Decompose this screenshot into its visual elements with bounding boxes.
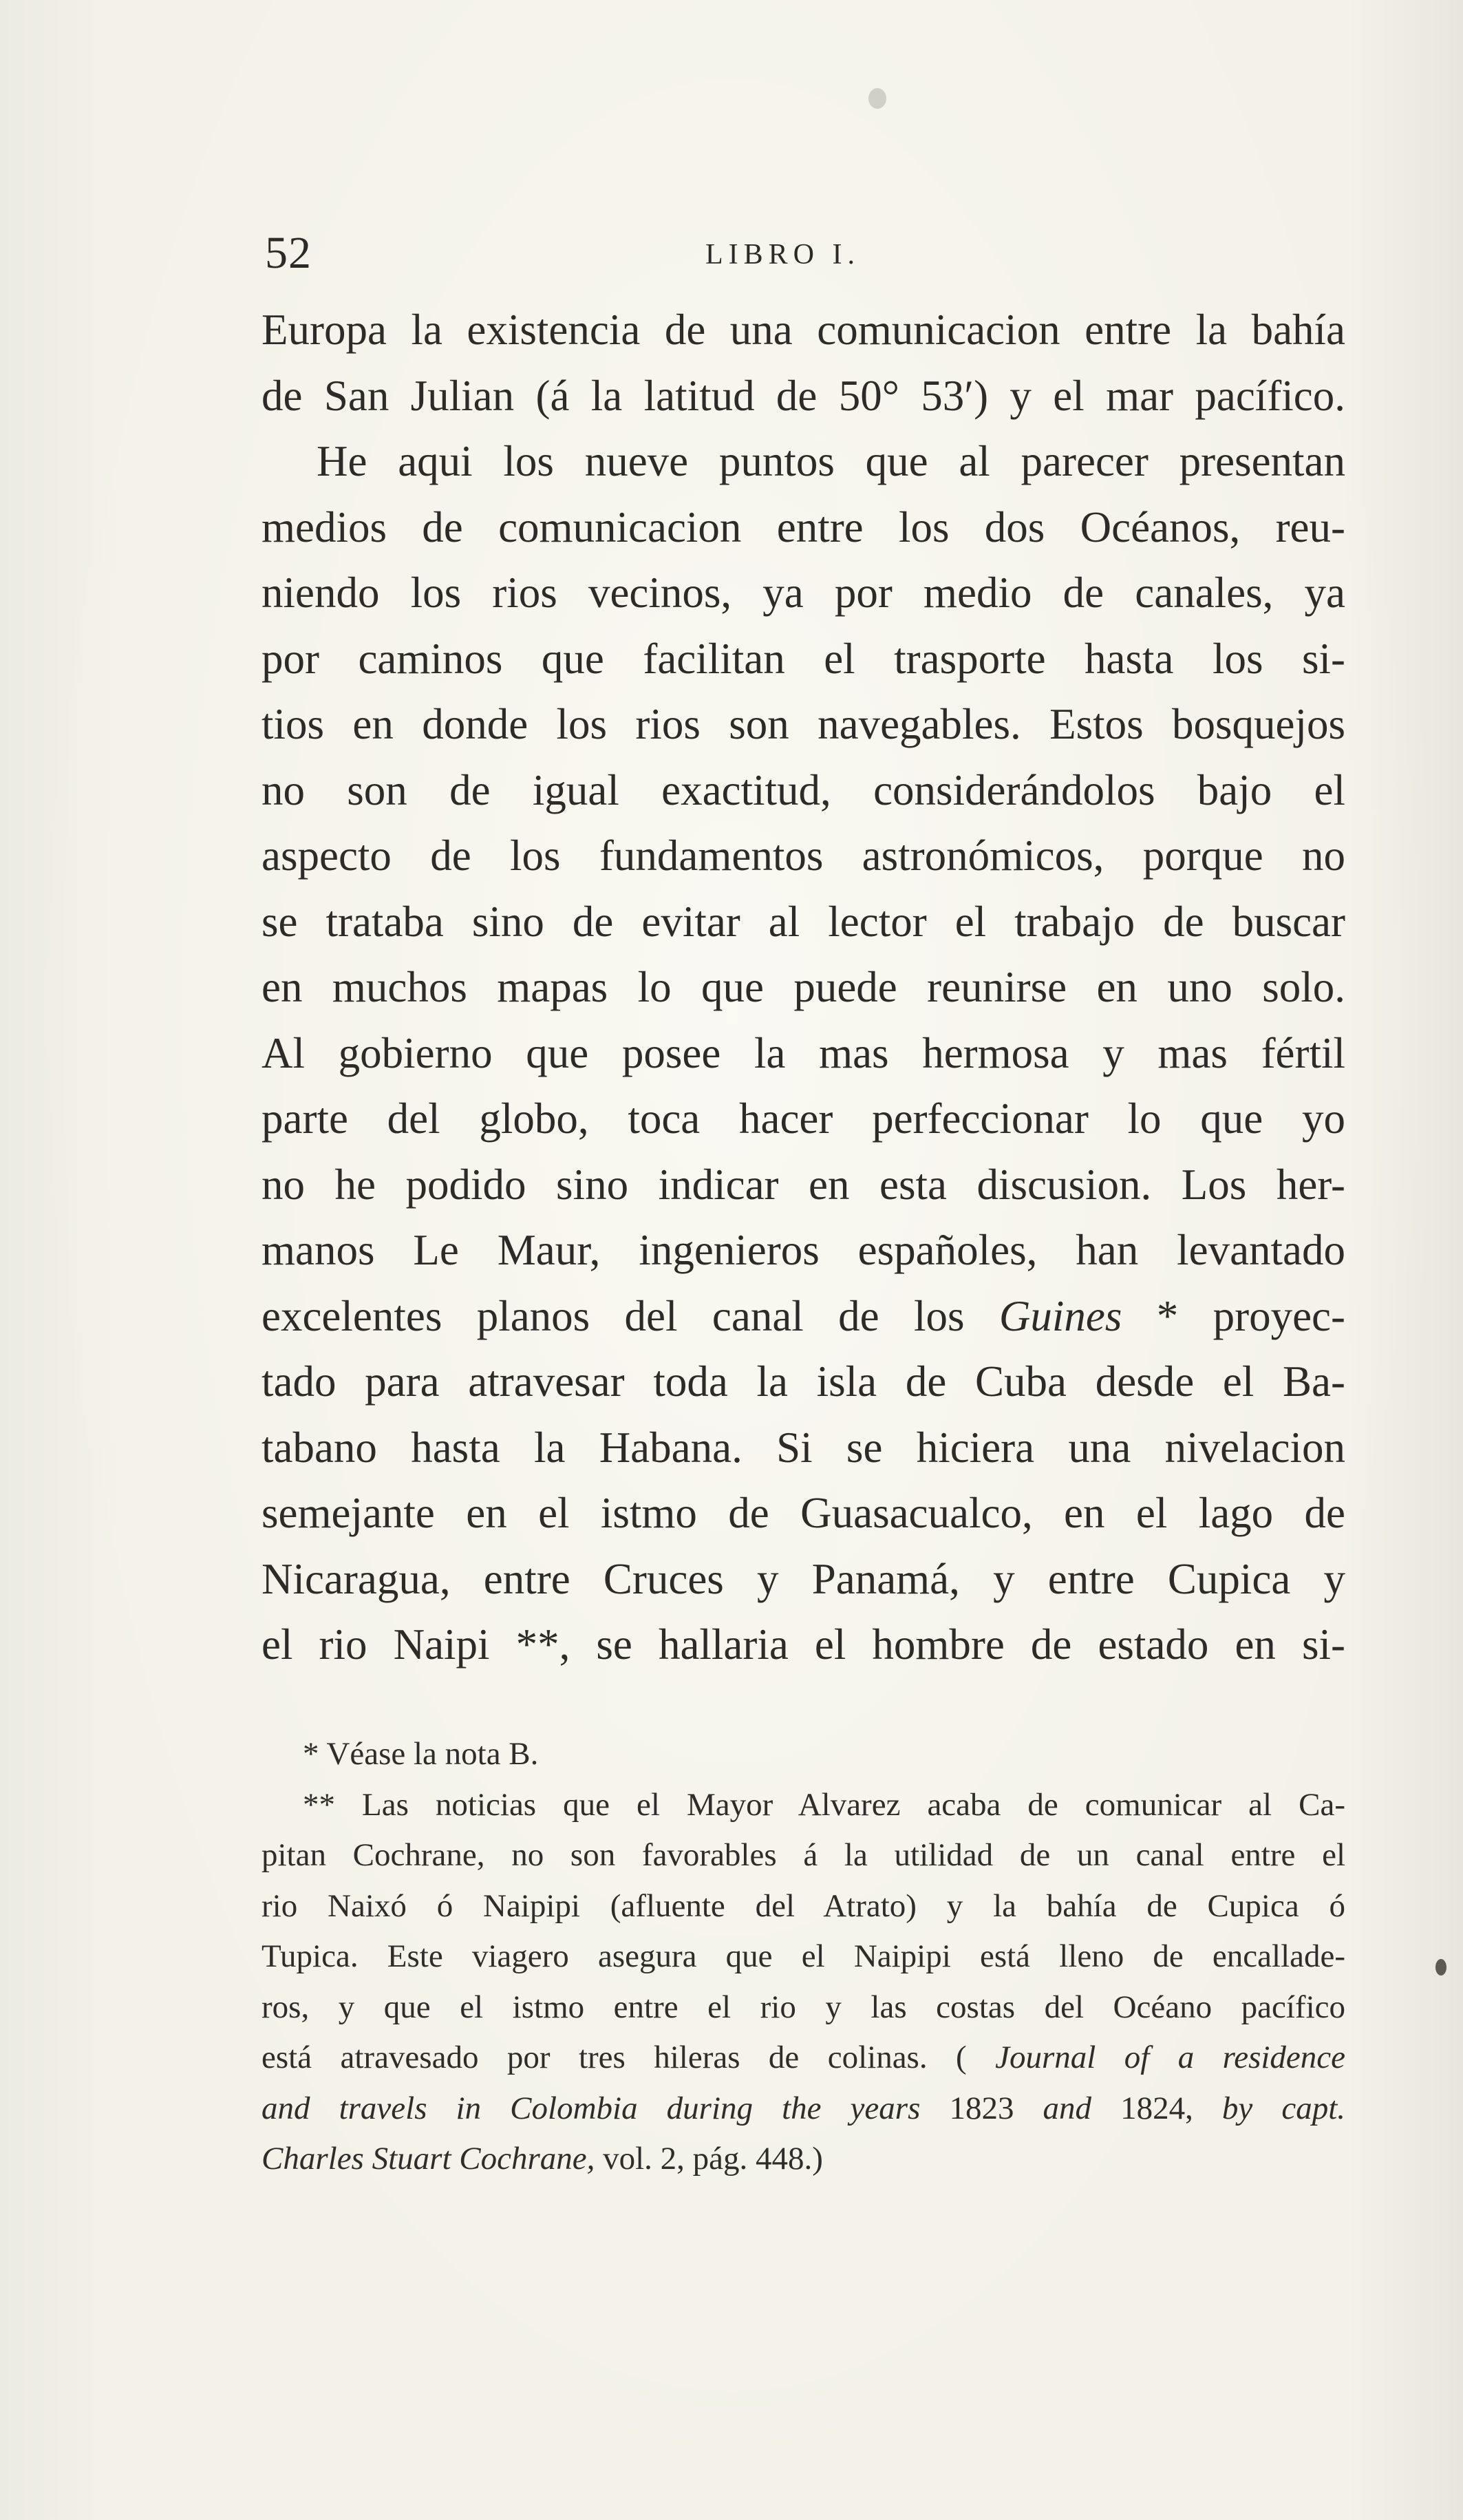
text-line: por caminos que facilitan el trasporte hasta los si- <box>261 634 1345 683</box>
footnote-2-line <box>261 2134 1345 2185</box>
italic-citation: by capt. <box>1221 2090 1346 2126</box>
footnotes <box>261 1729 1345 2185</box>
text-segment: * proyec- <box>1122 1291 1345 1340</box>
text-line: semejante en el istmo de Guasacualco, en el lago de <box>261 1489 1345 1537</box>
text-line: manos Le Maur, ingenieros españoles, han levantado <box>261 1226 1345 1274</box>
italic-term: Guines <box>999 1291 1122 1340</box>
text-line <box>261 1284 1345 1350</box>
footnote-1: * Véase la nota B. <box>303 1736 539 1772</box>
text-segment: excelentes planos del canal de los <box>261 1291 999 1340</box>
footnote-2-line: pitan Cochrane, no son favorables á la utilidad de un canal entre el <box>261 1837 1345 1873</box>
footnote-2-line: ros, y que el istmo entre el rio y las costas del Océano pacífico <box>261 1989 1345 2025</box>
text-line: Nicaragua, entre Cruces y Panamá, y entre Cupica y <box>261 1554 1345 1603</box>
italic-citation: Charles Stuart Cochrane, <box>261 2141 595 2177</box>
footnote-2-line: rio Naixó ó Naipipi (afluente del Atrato) y la bahía de Cupica ó <box>261 1887 1345 1924</box>
text-line: el rio Naipi **, se hallaria el hombre de estado en si- <box>261 1620 1345 1669</box>
text-line: He aqui los nueve puntos que al parecer presentan <box>317 437 1345 485</box>
text-line: tabano hasta la Habana. Si se hiciera una nivelacion <box>261 1423 1345 1472</box>
italic-citation: and travels in Colombia during the years <box>261 2090 921 2126</box>
italic-citation: Journal of a residence <box>995 2040 1346 2075</box>
text-segment: vol. 2, pág. 448.) <box>595 2141 823 2177</box>
text-line: en muchos mapas lo que puede reunirse en uno solo. <box>261 963 1345 1011</box>
italic-citation: and <box>1043 2090 1092 2126</box>
text-segment: 1823 <box>920 2090 1043 2126</box>
text-segment: 1824, <box>1091 2090 1222 2126</box>
text-line: Europa la existencia de una comunicacion entre la bahía <box>261 306 1345 354</box>
footnote-2-line: ** Las noticias que el Mayor Alvarez acaba de comunicar al Ca- <box>303 1786 1345 1823</box>
text-line: de San Julian (á la latitud de 50° 53′) y el mar pacífico. <box>261 371 1345 420</box>
running-head: LIBRO I. <box>705 239 860 271</box>
footnote-2-line <box>261 2084 1345 2135</box>
footnote-2-line: Tupica. Este viagero asegura que el Naipipi está lleno de encallade- <box>261 1938 1345 1974</box>
text-line: no son de igual exactitud, considerándolos bajo el <box>261 765 1345 814</box>
text-line: no he podido sino indicar en esta discusion. Los her- <box>261 1160 1345 1209</box>
page-header <box>265 227 1345 282</box>
text-line: niendo los rios vecinos, ya por medio de canales, ya <box>261 569 1345 617</box>
text-line: se trataba sino de evitar al lector el trabajo de buscar <box>261 897 1345 946</box>
paper-speck <box>868 88 886 109</box>
main-text <box>261 297 1345 1678</box>
text-line: Al gobierno que posee la mas hermosa y mas fértil <box>261 1028 1345 1077</box>
text-line: parte del globo, toca hacer perfeccionar lo que yo <box>261 1094 1345 1143</box>
text-line: medios de comunicacion entre los dos Océanos, reu- <box>261 502 1345 551</box>
text-line: tado para atravesar toda la isla de Cuba desde el Ba- <box>261 1357 1345 1406</box>
page-number: 52 <box>265 228 312 278</box>
text-line: aspecto de los fundamentos astronómicos, porque no <box>261 832 1345 880</box>
paper-speck <box>1435 1959 1446 1976</box>
text-line: tios en donde los rios son navegables. Estos bosquejos <box>261 700 1345 748</box>
footnote-2-line <box>261 2033 1345 2084</box>
text-segment: está atravesado por tres hileras de colinas. ( <box>261 2040 967 2075</box>
